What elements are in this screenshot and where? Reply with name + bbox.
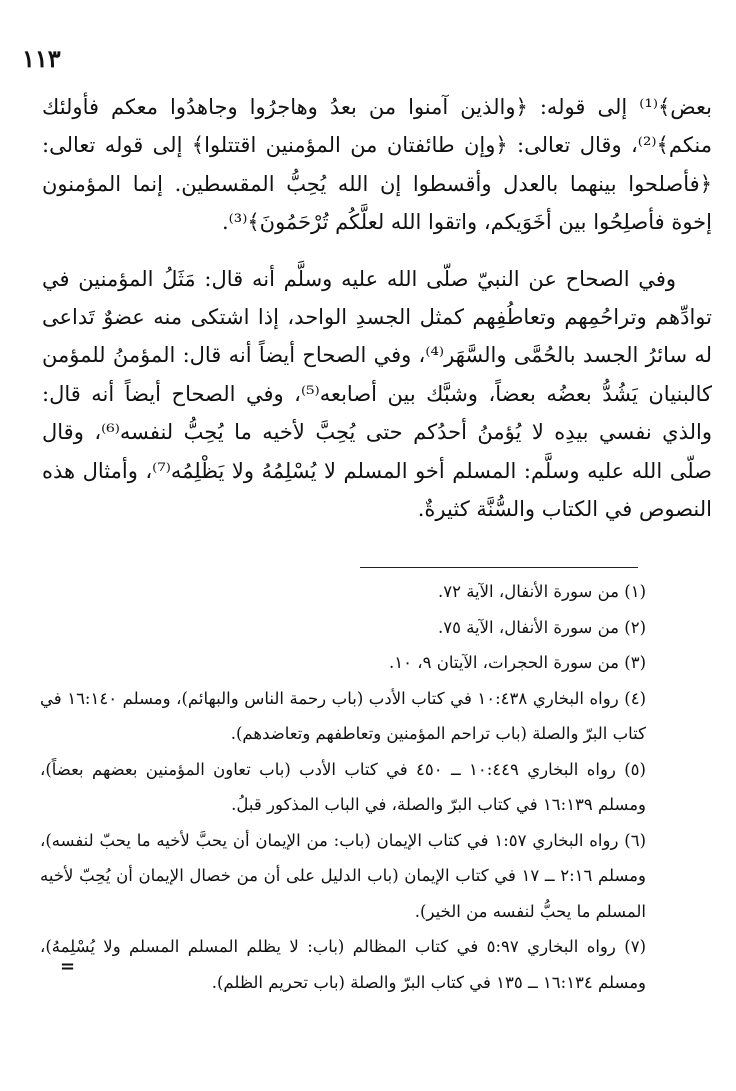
footnote-1: (١) من سورة الأنفال، الآية ٧٢. <box>437 582 646 601</box>
footnote-2: (٢) من سورة الأنفال، الآية ٧٥. <box>437 617 646 637</box>
footnote-5: (٥) رواه البخاري ١٠:٤٤٩ ــ ٤٥٠ في كتاب الأدب (باب تعاون المؤمنين بعضهم بعضاً)، ومسلم ١٦:١٣٩ في كتاب البرّ والصلة، في الباب المذكور قبلُ. <box>40 759 646 814</box>
footnote-6: (٦) رواه البخاري ١:٥٧ في كتاب الإيمان (باب: من الإيمان أن يحبَّ لأخيه ما يحبّ لنفسه)، ومسلم ٢:١٦ ــ ١٧ في كتاب الإيمان (باب الدليل على أن من خصال الإيمان أن يُحِبّ لأخيه المسلم ما يحبُّ لنفسه من الخير). <box>40 830 646 921</box>
page-number: ١١٣ <box>22 44 61 73</box>
continuation-mark: = <box>60 956 76 977</box>
main-text <box>42 88 712 528</box>
footnote-7: (٧) رواه البخاري ٥:٩٧ في كتاب المظالم (باب: لا يظلم المسلم المسلم ولا يُسْلِمهُ)، ومسلم ١٦:١٣٤ ــ ١٣٥ في كتاب البرّ والصلة (باب تحريم الظلم). <box>40 937 646 992</box>
footnote-3: (٣) من سورة الحجرات، الآيتان ٩، ١٠. <box>389 653 646 672</box>
footnote-4: (٤) رواه البخاري ١٠:٤٣٨ في كتاب الأدب (باب رحمة الناس والبهائم)، ومسلم ١٦:١٤٠ في كتاب البرّ والصلة (باب تراحم المؤمنين وتعاطفهم وتعاضدهم). <box>40 688 646 743</box>
body-paragraph-1: بعض﴾⁽¹⁾ إلى قوله: ﴿والذين آمنوا من بعدُ وهاجرُوا وجاهدُوا معكم فأولئك منكم﴾⁽²⁾، وقال تعالى: ﴿وإن طائفتان من المؤمنين اقتتلوا﴾ إلى قوله تعالى: ﴿فأصلحوا بينهما بالعدل وأقسطوا إن الله يُحِبُّ المقسطين. إنما المؤمنون إخوة فأصلِحُوا بين أخَوَيكم، واتقوا الله لعلَّكُم تُرْحَمُونَ﴾⁽³⁾. <box>42 95 712 235</box>
body-paragraph-2: وفي الصحاح عن النبيّ صلّى الله عليه وسلَّم أنه قال: مَثَلُ المؤمنين في توادِّهم وتراحُمِهم وتعاطُفِهم كمثل الجسدِ الواحد، إذا اشتكى منه عضوٌ تَداعى له سائرُ الجسد بالحُمَّى والسَّهَر⁽⁴⁾، وفي الصحاح أيضاً أنه قال: المؤمنُ للمؤمن كالبنيان يَشُدُّ بعضُه بعضاً، وشبَّك بين أصابعه⁽⁵⁾، وفي الصحاح أيضاً أنه قال: والذي نفسي بيدِه لا يُؤمنُ أحدُكم حتى يُحِبَّ لأخيه ما يُحِبُّ لنفسه⁽⁶⁾، وقال صلّى الله عليه وسلَّم: المسلم أخو المسلم لا يُسْلِمُهُ ولا يَظْلِمُه⁽⁷⁾، وأمثال هذه النصوص في الكتاب والسُّنَّة كثيرةٌ. <box>42 266 713 522</box>
footnote-separator <box>360 567 638 568</box>
footnotes <box>40 574 646 1000</box>
